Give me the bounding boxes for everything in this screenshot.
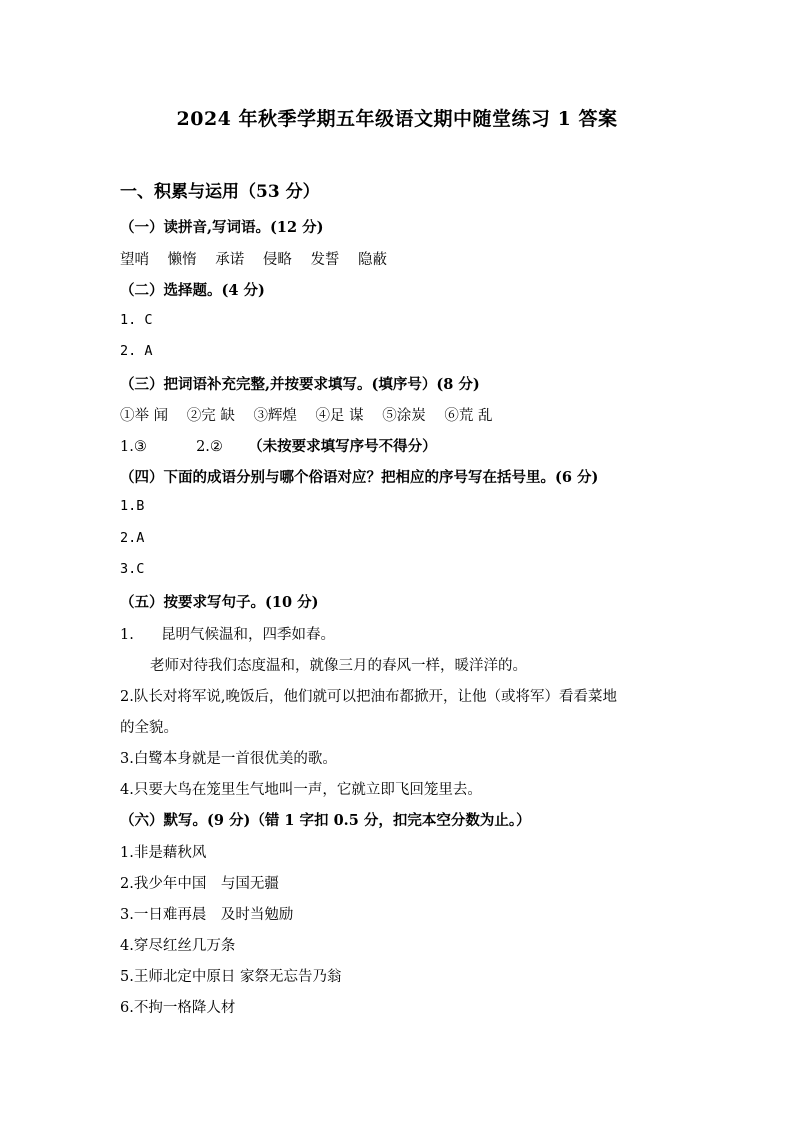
part5-answer-4: 4.只要大鸟在笼里生气地叫一声，它就立即飞回笼里去。 <box>120 782 482 798</box>
answer-text: 昆明气候温和，四季如春。 <box>161 627 336 643</box>
fill-item: ①举 闻 <box>120 408 169 424</box>
word-item: 发誓 <box>310 252 340 268</box>
part5-answer-1 <box>120 623 335 644</box>
part4-answer: 2.A <box>120 530 145 546</box>
part5-heading: （五）按要求写句子。(10 分) <box>120 594 319 611</box>
answer-number: 1. <box>120 627 134 643</box>
fill-item: ②完 缺 <box>186 408 235 424</box>
part5-answer-2-cont: 的全貌。 <box>120 720 178 736</box>
part6-answer: 6.不拘一格降人材 <box>120 1000 236 1016</box>
part6-answer: 2.我少年中国 与国无疆 <box>120 876 279 892</box>
part1-word-list <box>120 248 401 269</box>
part2-answer: 1. C <box>120 312 153 328</box>
part6-answer: 1.非是藉秋风 <box>120 845 207 861</box>
document-title: 2024 年秋季学期五年级语文期中随堂练习 1 答案 <box>176 108 618 130</box>
part6-answer: 4.穿尽红丝几万条 <box>120 938 236 954</box>
part2-answer: 2. A <box>120 343 153 359</box>
word-item: 懒惰 <box>167 252 197 268</box>
fill-item: ④足 谋 <box>315 408 364 424</box>
word-item: 望哨 <box>120 252 149 268</box>
part6-answer: 5.王师北定中原日 家祭无忘告乃翁 <box>120 969 342 985</box>
fill-item: ⑥荒 乱 <box>444 408 493 424</box>
part3-answer-2: 2.② <box>196 439 223 455</box>
part5-answer-3: 3.白鹭本身就是一首很优美的歌。 <box>120 751 337 767</box>
part1-heading: （一）读拼音,写词语。(12 分) <box>120 219 324 236</box>
part3-answers <box>120 435 437 456</box>
word-item: 侵略 <box>262 252 292 268</box>
part4-answer: 1.B <box>120 498 145 514</box>
part2-heading: （二）选择题。(4 分) <box>120 282 265 299</box>
part5-answer-1b: 老师对待我们态度温和，就像三月的春风一样，暖洋洋的。 <box>150 658 527 674</box>
part5-answer-2: 2.队长对将军说,晚饭后，他们就可以把油布都掀开，让他（或将军）看看菜地 <box>120 689 617 705</box>
section-heading: 一、积累与运用（53 分） <box>120 182 320 202</box>
part4-answer: 3.C <box>120 561 145 577</box>
part6-heading: （六）默写。(9 分)（错 1 字扣 0.5 分，扣完本空分数为止。） <box>120 812 531 829</box>
word-item: 承诺 <box>215 252 245 268</box>
part3-heading: （三）把词语补充完整,并按要求填写。(填序号）(8 分) <box>120 376 480 393</box>
part3-fill-list <box>120 404 506 425</box>
fill-item: ⑤涂炭 <box>382 408 426 424</box>
word-item: 隐蔽 <box>358 252 388 268</box>
fill-item: ③辉煌 <box>253 408 297 424</box>
part3-note: （未按要求填写序号不得分） <box>248 438 437 455</box>
part3-answer-1: 1.③ <box>120 439 147 455</box>
part4-heading: （四）下面的成语分别与哪个俗语对应？把相应的序号写在括号里。(6 分) <box>120 469 599 486</box>
part6-answer: 3.一日难再晨 及时当勉励 <box>120 907 294 923</box>
